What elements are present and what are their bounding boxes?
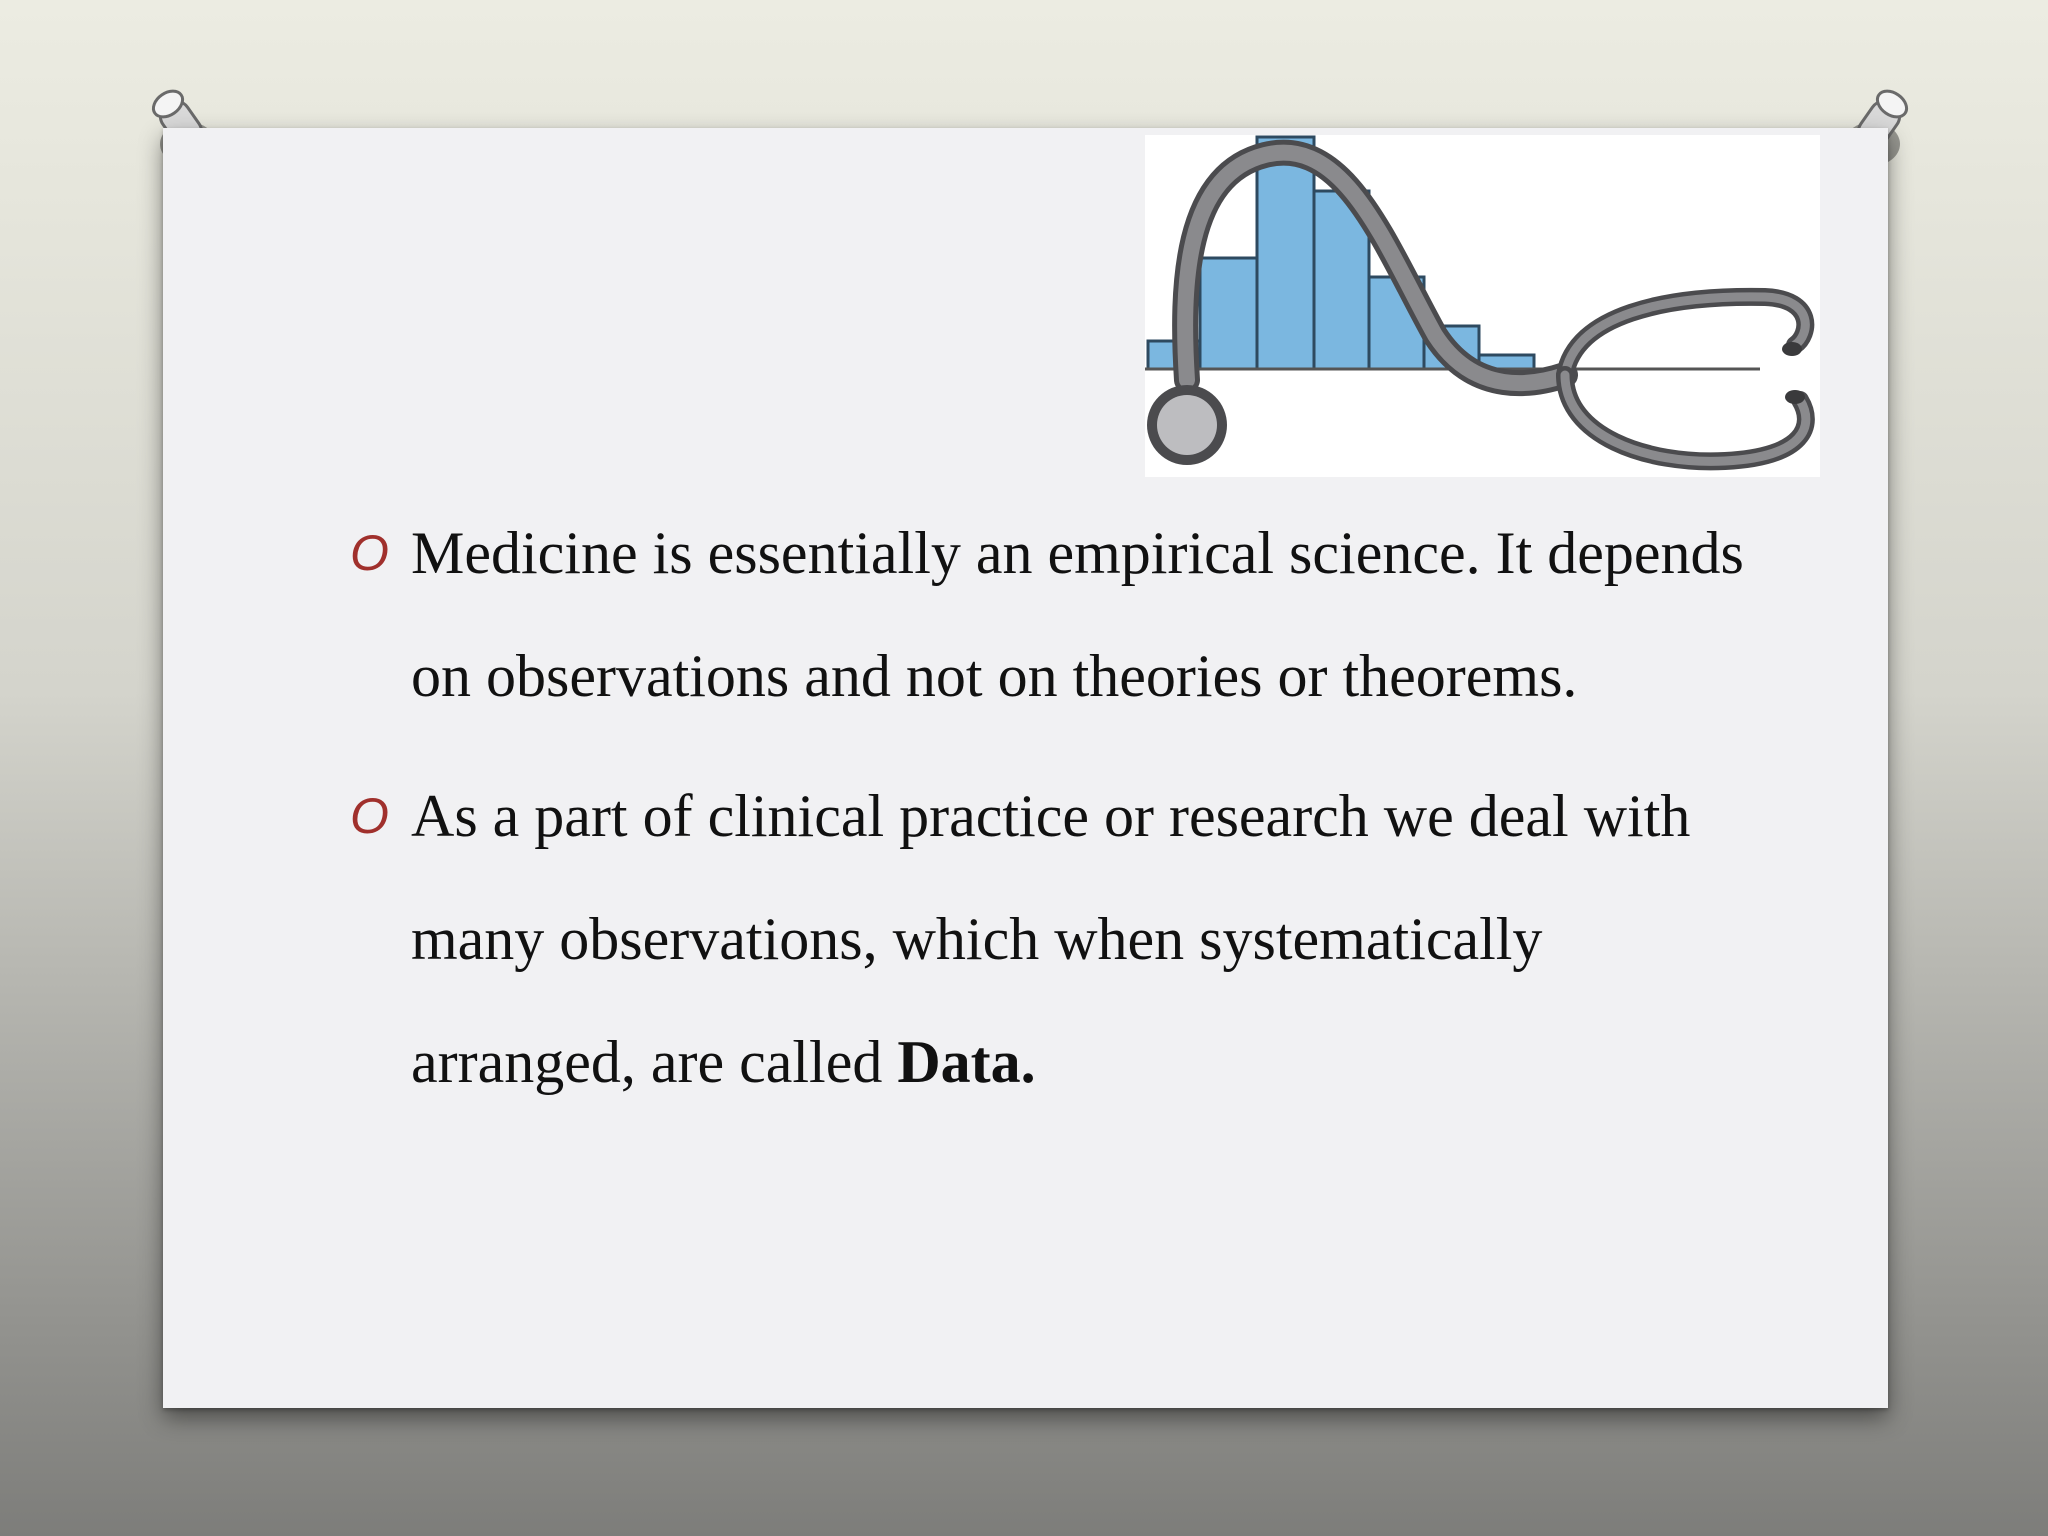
bullet-marker: O <box>350 525 389 581</box>
bullet-item-1 <box>350 492 1750 738</box>
bullet-marker: O <box>350 788 389 844</box>
stethoscope-histogram-icon <box>1145 135 1820 477</box>
bullet-list <box>350 492 1750 1141</box>
bullet-emphasis: Data. <box>897 1029 1036 1095</box>
bullet-text: Medicine is essentially an empirical science. It depends on observations and not on theories or theorems. <box>411 520 1744 709</box>
bullet-item-2 <box>350 755 1750 1124</box>
bullet-text: As a part of clinical practice or research we deal with many observations, which when systematically arranged, are called <box>411 783 1691 1095</box>
